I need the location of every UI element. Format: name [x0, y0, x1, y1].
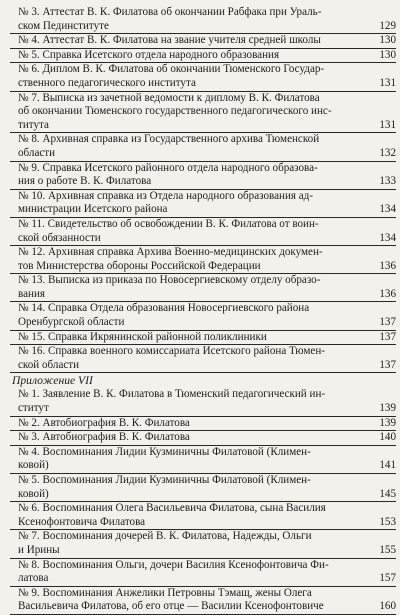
toc-entry-line — [10, 388, 370, 402]
toc-page-number: 131 — [379, 76, 396, 89]
toc-entry-text: № 7. Воспоминания дочерей В. К. Филатова, Надежды, Ольги — [18, 530, 312, 543]
toc-entry-line — [10, 19, 396, 34]
toc-entry — [10, 586, 396, 615]
toc-entry-line — [10, 274, 370, 288]
toc-entry-text: Оренбургской области — [18, 316, 125, 329]
toc-entry-line — [10, 259, 396, 274]
toc-entry-line — [10, 287, 396, 302]
toc-page-number: 140 — [379, 431, 396, 444]
toc-entry-line — [10, 63, 370, 77]
toc-entry — [10, 530, 396, 558]
toc-entry — [10, 330, 396, 346]
toc-page-number: 139 — [379, 402, 396, 415]
toc-entry-text: ния о работе В. К. Филатова — [18, 175, 152, 188]
toc-entry-text: № 6. Диплом В. К. Филатова об окончании Тюменского Государ- — [18, 63, 325, 76]
toc-entry-text: № 9. Справка Исетского районного отдела народного образова- — [18, 161, 318, 174]
toc-entry-line — [10, 316, 396, 330]
toc-entry — [10, 416, 396, 432]
toc-entry-line — [10, 175, 396, 189]
toc-entry-line — [10, 133, 370, 147]
toc-entry-text: латова — [18, 572, 49, 585]
toc-entry-line — [10, 572, 396, 586]
toc-entry-text: № 11. Свидетельство об освобождении В. К. Филатова от воин- — [18, 217, 319, 230]
toc-entry-line — [10, 6, 370, 20]
toc-entry — [10, 502, 396, 530]
toc-entry-text: титута — [18, 118, 49, 131]
toc-entry — [10, 34, 396, 49]
toc-page-number: 145 — [379, 487, 396, 500]
toc-entry-line — [10, 431, 396, 445]
toc-entry-text: № 3. Автобиография В. К. Филатова — [18, 431, 190, 444]
toc-page-number: 130 — [379, 34, 396, 47]
toc-entry-line — [10, 118, 396, 133]
toc-page-number: 157 — [379, 572, 396, 585]
toc-entry-text: министрации Исетского района — [18, 203, 168, 216]
toc-entry-text: № 3. Аттестат В. К. Филатова об окончании Рабфака при Ураль- — [18, 6, 322, 18]
toc-entry-text: об окончании Тюменского государственного педагогического инс- — [18, 105, 332, 118]
toc-entry-line — [10, 302, 370, 316]
toc-entry — [10, 161, 396, 190]
toc-entry — [10, 558, 396, 587]
toc-page-number: 137 — [379, 316, 396, 329]
toc-entry-line — [10, 587, 370, 601]
toc-entry-line — [10, 459, 396, 473]
toc-page-number: 131 — [379, 118, 396, 131]
toc-entry-line — [10, 446, 370, 460]
toc-entry-line — [10, 162, 370, 176]
toc-entry-line — [10, 231, 396, 246]
toc-entry — [10, 91, 396, 134]
toc-entry-text: № 16. Справка военного комиссариата Исетского района Тюмен- — [18, 345, 325, 358]
section-heading: Приложение VII — [12, 374, 93, 388]
toc-entry-line — [10, 76, 396, 91]
toc-entry-text: ственного педагогического института — [18, 76, 196, 89]
toc-entry-line — [10, 474, 370, 488]
toc-entry-text: № 10. Архивная справка из Отдела народного образования ад- — [18, 189, 314, 202]
toc-page-number: 129 — [379, 19, 396, 32]
toc-entry-text: ском Пединституте — [18, 19, 109, 32]
toc-entry — [10, 246, 396, 274]
toc-entry-line — [10, 105, 370, 119]
toc-entry-text: № 8. Архивная справка из Государственного архива Тюменской — [18, 133, 320, 146]
toc-page-number: 153 — [379, 515, 396, 528]
toc-page-number: 139 — [379, 416, 396, 429]
toc-entry — [10, 48, 396, 64]
toc-entry-line — [10, 515, 396, 530]
toc-entry-text: Васильевича Филатова, об его отце — Василии Ксенофонтовиче — [18, 600, 324, 613]
toc-entry-line — [10, 246, 370, 260]
toc-entry-text: ской обязанности — [18, 231, 101, 244]
toc-list-appendix-vii — [10, 388, 396, 615]
toc-entry-text: № 4. Аттестат В. К. Филатова на звание учителя средней школы — [18, 34, 321, 47]
toc-page-number: 136 — [379, 287, 396, 300]
toc-entry — [10, 6, 396, 34]
toc-entry — [10, 274, 396, 302]
toc-entry-line — [10, 218, 370, 232]
toc-page-number: 130 — [379, 48, 396, 61]
toc-entry-text: № 12. Архивная справка Архива Военно-медицинских докумен- — [18, 246, 323, 259]
toc-page-number: 155 — [379, 543, 396, 556]
toc-page-number: 134 — [379, 203, 396, 216]
toc-entry — [10, 302, 396, 330]
toc-entry-line — [10, 543, 396, 558]
toc-entry — [10, 388, 396, 416]
toc-entry-text: Ксенофонтовича Филатова — [18, 515, 146, 528]
toc-entry-line — [10, 487, 396, 502]
toc-page-number: 141 — [379, 459, 396, 472]
toc-entry-text: ковой) — [18, 487, 49, 500]
toc-entry-text: № 2. Автобиография В. К. Филатова — [18, 416, 190, 429]
toc-entry-line — [10, 530, 370, 544]
toc-entry-line — [10, 600, 396, 614]
toc-page-number: 132 — [379, 146, 396, 159]
toc-entry-line — [10, 502, 370, 516]
toc-entry-text: тов Министерства обороны Российской Федерации — [18, 259, 261, 272]
toc-entry-text: № 14. Справка Отдела образования Новосергиевского района — [18, 302, 310, 315]
toc-entry-line — [10, 48, 396, 63]
toc-entry — [10, 189, 396, 218]
toc-entry-text: № 15. Справка Икрянинской районной поликлиники — [18, 330, 267, 343]
toc-page-number: 137 — [379, 330, 396, 343]
toc-entry-line — [10, 190, 370, 204]
toc-entry-text: № 1. Заявление В. К. Филатова в Тюменский педагогический ин- — [18, 388, 326, 401]
toc-entry-text: вания — [18, 287, 45, 300]
toc-page-number: 137 — [379, 358, 396, 371]
toc-entry-text: № 4. Воспоминания Лидии Кузминичны Филатовой (Климен- — [18, 445, 311, 458]
toc-entry-line — [10, 345, 370, 359]
toc-entry-line — [10, 416, 396, 431]
toc-entry-line — [10, 146, 396, 161]
toc-entry-text: № 9. Воспоминания Анжелики Петровны Тэмащ, жены Олега — [18, 586, 312, 599]
toc-entry — [10, 63, 396, 91]
toc-page-number: 134 — [379, 231, 396, 244]
toc-entry-text: ской области — [18, 358, 80, 371]
toc-entry-line — [10, 402, 396, 416]
toc-entry — [10, 445, 396, 474]
toc-entry-line — [10, 330, 396, 345]
toc-entry — [10, 133, 396, 161]
toc-page-number: 133 — [379, 175, 396, 188]
toc-entry-text: № 5. Справка Исетского отдела народного образования — [18, 48, 280, 61]
toc-entry-text: № 7. Выписка из зачетной ведомости к диплому В. К. Филатова — [18, 91, 320, 104]
toc-entry-line — [10, 559, 370, 573]
toc-entry — [10, 431, 396, 446]
entry-divider — [10, 372, 396, 373]
toc-entry — [10, 217, 396, 246]
toc-page-number: 160 — [379, 600, 396, 613]
toc-entry-text: № 13. Выписка из приказа по Новосергиевскому отделу образо- — [18, 274, 321, 287]
toc-entry-line — [10, 34, 396, 48]
toc-entry-line — [10, 203, 396, 217]
toc-entry — [10, 345, 396, 373]
toc-entry-line — [10, 358, 396, 373]
toc-entry-text: № 5. Воспоминания Лидии Кузминичны Филатовой (Климен- — [18, 474, 311, 486]
toc-page-number: 136 — [379, 259, 396, 272]
toc-list-appendix-vi — [10, 6, 396, 373]
toc-entry — [10, 474, 396, 502]
toc-entry-text: ститут — [18, 402, 49, 415]
toc-entry-line — [10, 92, 370, 106]
toc-entry-text: области — [18, 146, 56, 159]
toc-entry-text: № 8. Воспоминания Ольги, дочери Василия Ксенофонтовича Фи- — [18, 558, 329, 571]
toc-entry-text: и Ирины — [18, 543, 60, 556]
toc-entry-text: № 6. Воспоминания Олега Васильевича Филатова, сына Василия — [18, 502, 326, 515]
toc-entry-text: ковой) — [18, 459, 49, 472]
